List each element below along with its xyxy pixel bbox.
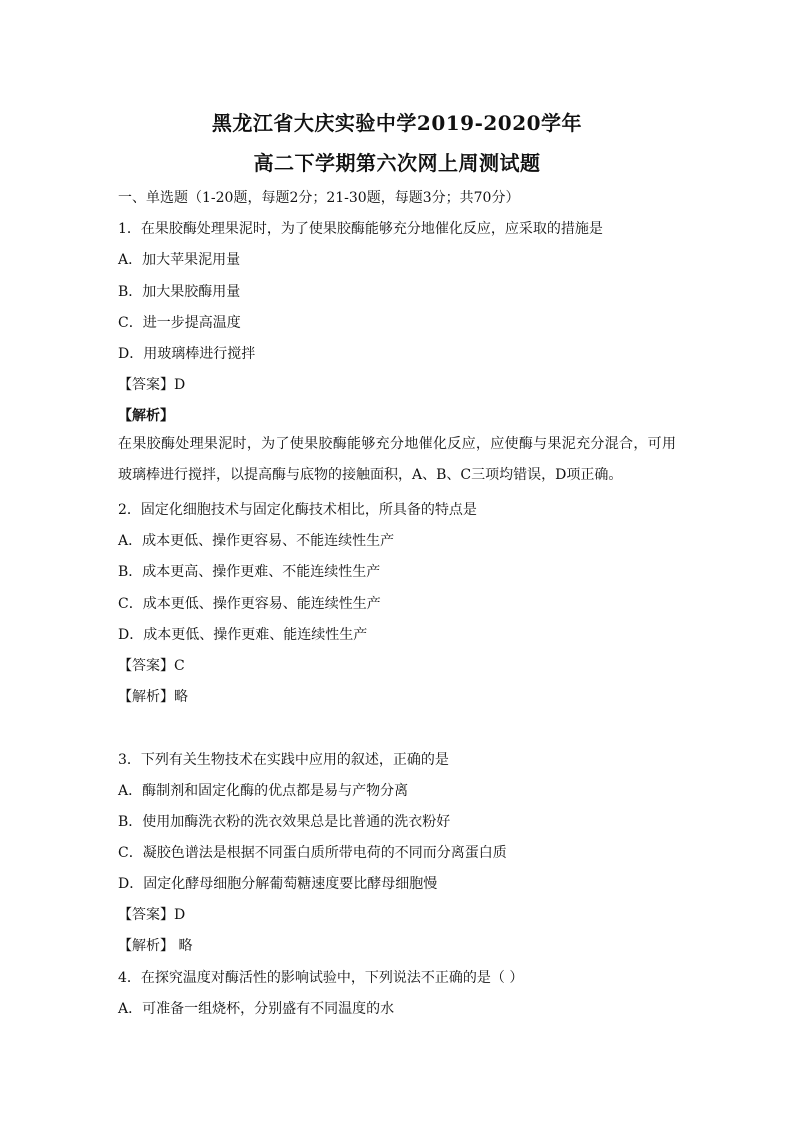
question-2-option-a: A．成本更低、操作更容易、不能连续性生产 <box>118 533 395 549</box>
question-1-option-a: A．加大苹果泥用量 <box>118 252 241 268</box>
question-1-option-b: B．加大果胶酶用量 <box>118 284 241 300</box>
question-2-analysis: 【解析】略 <box>118 689 188 705</box>
question-3-option-d: D．固定化酵母细胞分解葡萄糖速度要比酵母细胞慢 <box>118 876 438 892</box>
question-1-option-d: D．用玻璃棒进行搅拌 <box>118 346 256 362</box>
question-1-analysis-text: 在果胶酶处理果泥时，为了使果胶酶能够充分地催化反应，应使酶与果泥充分混合，可用玻璃棒进行搅拌，以提高酶与底物的接触面积，A、B、C三项均错误，D项正确。 <box>118 436 676 483</box>
question-2-option-b: B．成本更高、操作更难、不能连续性生产 <box>118 564 381 580</box>
document-title-line1: 黑龙江省大庆实验中学2019-2020学年 <box>211 111 583 135</box>
question-1-stem: 1．在果胶酶处理果泥时，为了使果胶酶能够充分地催化反应，应采取的措施是 <box>118 221 603 237</box>
question-1-analysis-label: 【解析】 <box>118 408 174 424</box>
document-title-line2: 高二下学期第六次网上周测试题 <box>253 151 541 175</box>
question-2-option-c: C．成本更低、操作更容易、能连续性生产 <box>118 596 381 612</box>
question-2-stem: 2．固定化细胞技术与固定化酶技术相比，所具备的特点是 <box>118 502 477 518</box>
question-3-analysis: 【解析】 略 <box>118 938 193 954</box>
question-1-answer: 【答案】D <box>118 377 186 393</box>
question-3-option-b: B．使用加酶洗衣粉的洗衣效果总是比普通的洗衣粉好 <box>118 814 451 830</box>
question-3-stem: 3．下列有关生物技术在实践中应用的叙述，正确的是 <box>118 752 449 768</box>
question-2-option-d: D．成本更低、操作更难、能连续性生产 <box>118 627 368 643</box>
question-3-option-a: A．酶制剂和固定化酶的优点都是易与产物分离 <box>118 783 409 799</box>
question-4-option-a: A．可准备一组烧杯，分别盛有不同温度的水 <box>118 1001 395 1017</box>
question-2-answer: 【答案】C <box>118 658 185 674</box>
question-3-option-c: C．凝胶色谱法是根据不同蛋白质所带电荷的不同而分离蛋白质 <box>118 845 507 861</box>
section-heading: 一、单选题（1-20题，每题2分；21-30题，每题3分；共70分） <box>118 190 520 206</box>
question-1-option-c: C．进一步提高温度 <box>118 315 241 331</box>
question-4-stem: 4．在探究温度对酶活性的影响试验中，下列说法不正确的是（ ） <box>118 970 524 986</box>
question-3-answer: 【答案】D <box>118 907 186 923</box>
